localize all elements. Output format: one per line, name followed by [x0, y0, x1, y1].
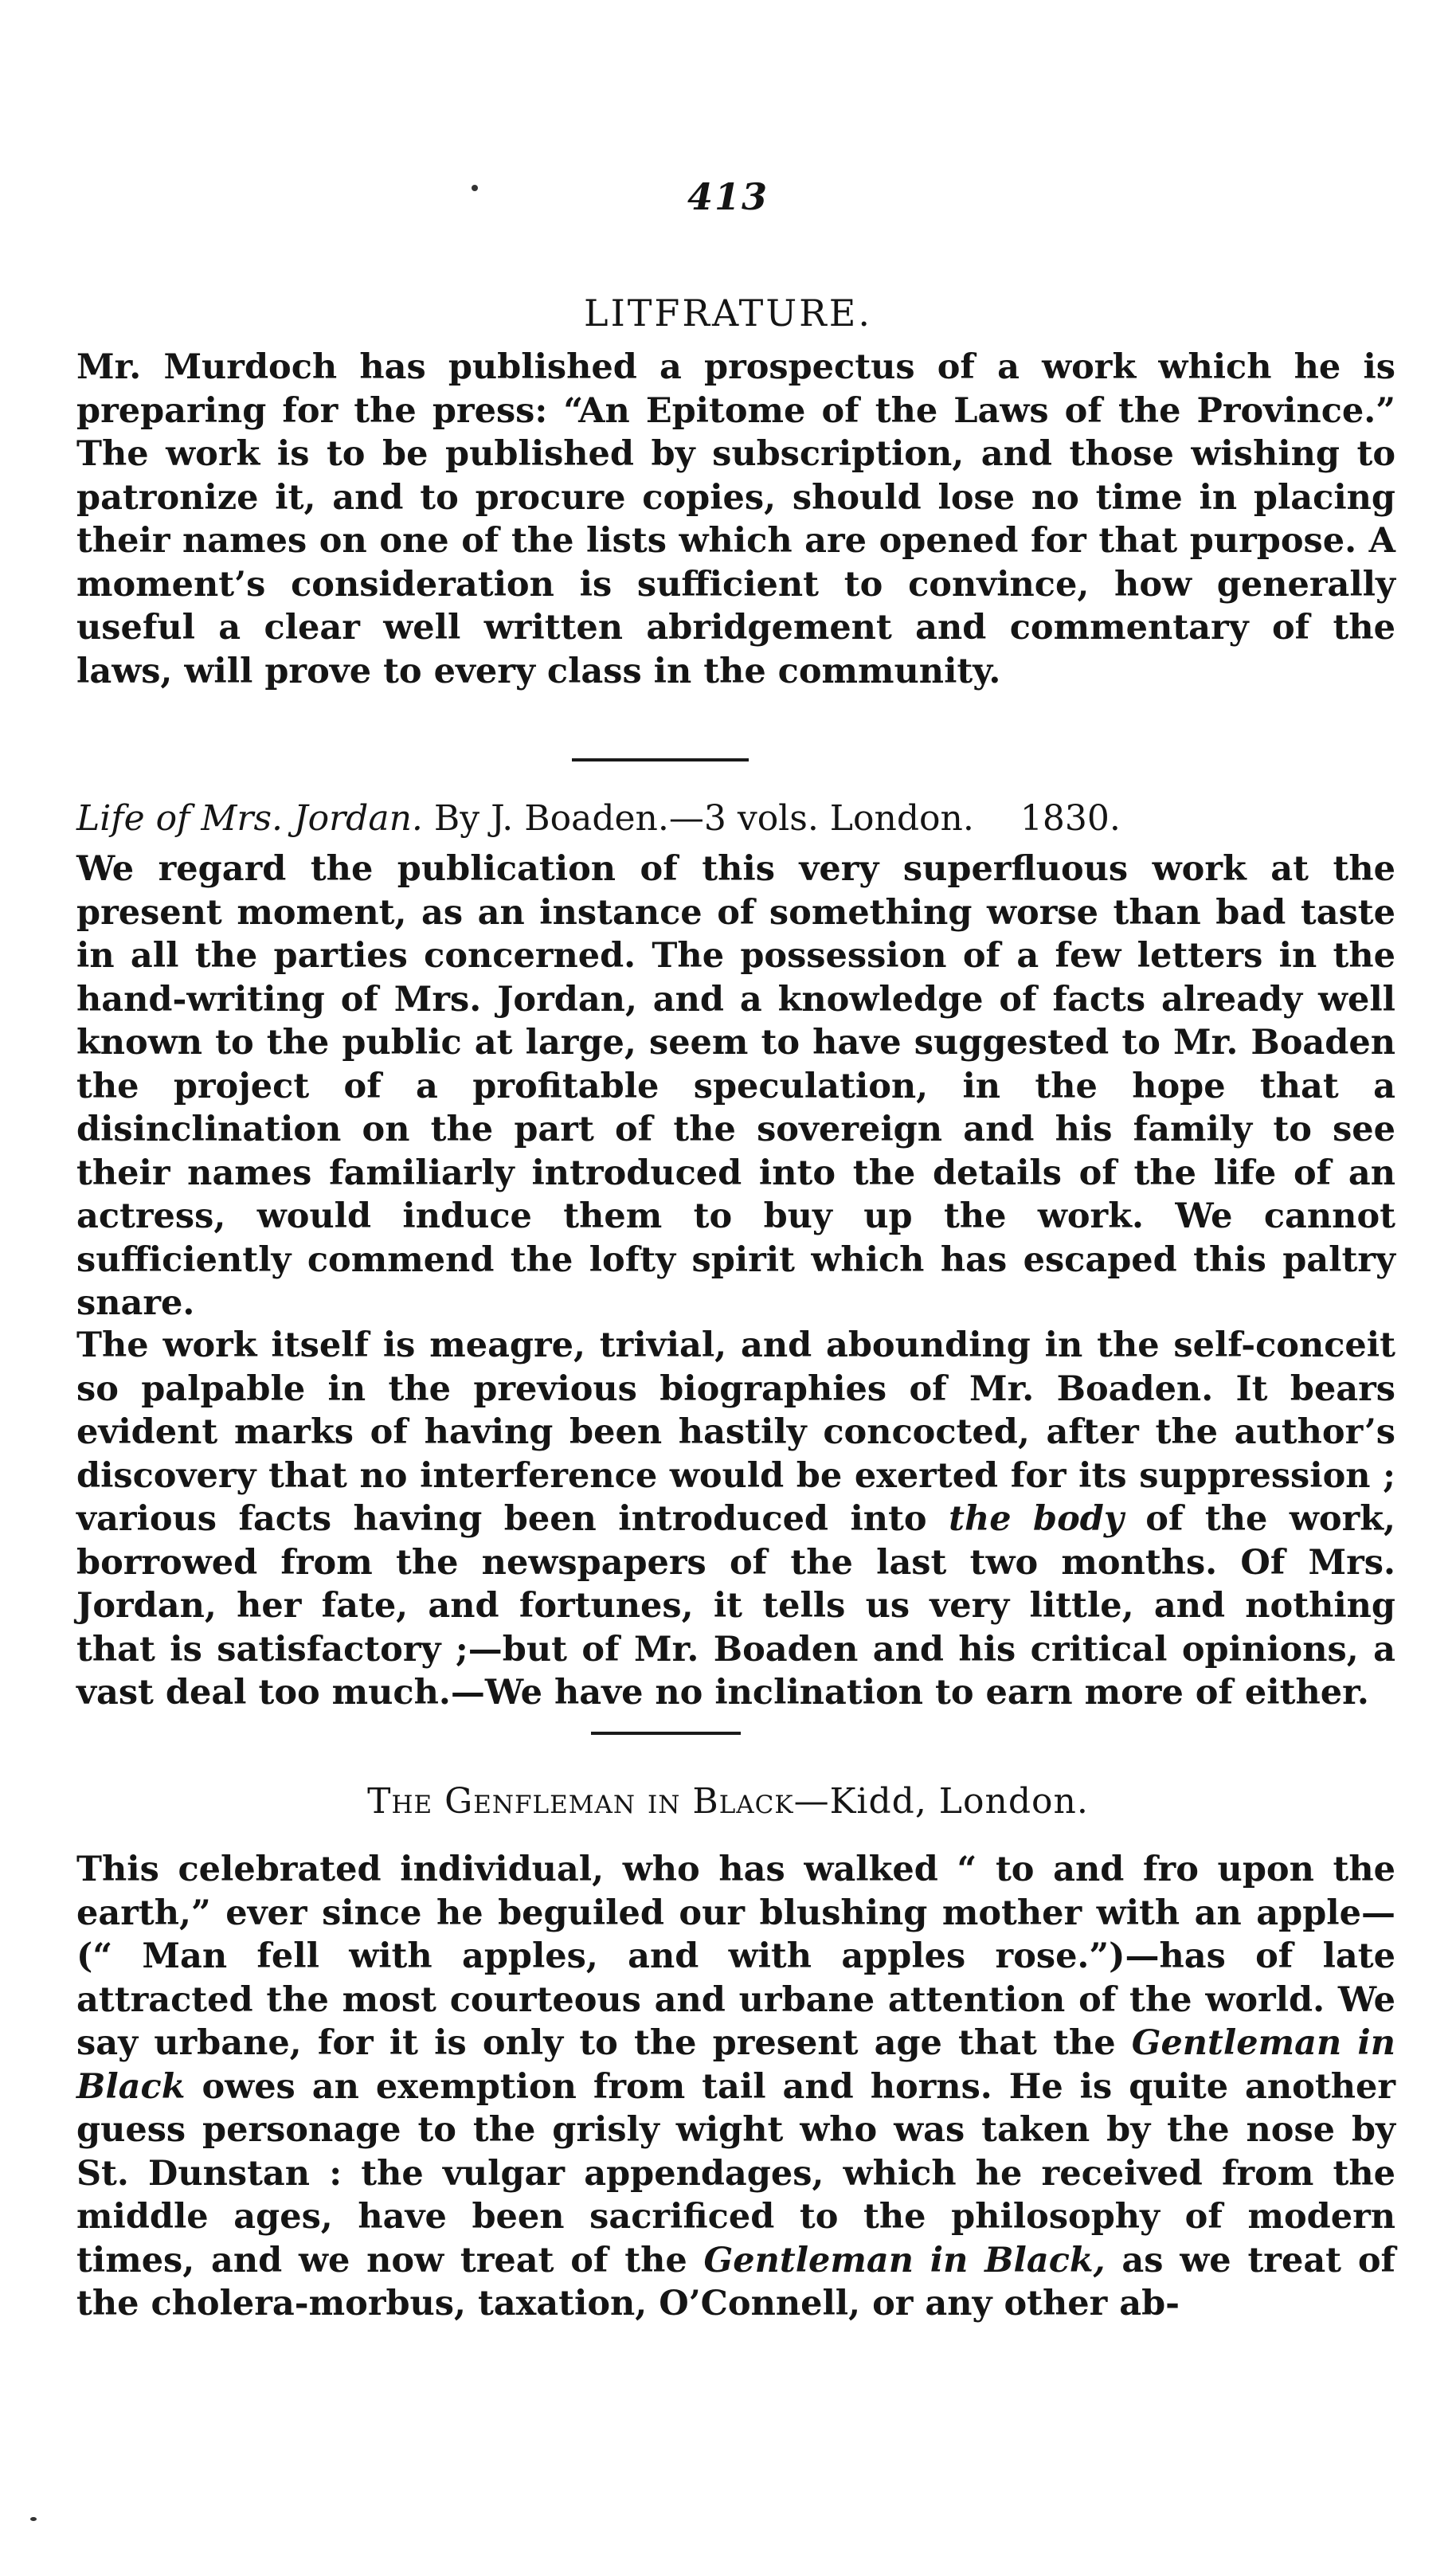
review-gentleman-body — [76, 1848, 1395, 2326]
book-publisher: —Kidd, London. — [793, 1781, 1089, 1822]
text-run: This celebrated individual, who has walked “ to and fro upon the earth,” ever since he beguiled our blushing mother with an apple—(“ Man fell with apples, and with apples rose.”)—has of late attracted the most courteous and urbane attention of the world. We say urbane, for it is only to the present age that the — [76, 1850, 1395, 2063]
notice-block — [76, 346, 1395, 693]
italic-run: Gentleman in Black, — [703, 2240, 1106, 2280]
text-run: owes an exemption from tail and horns. He is quite another guess personage to the grisly wight who was taken by the nose by St. Dunstan : the vulgar appendages, which he received from the middle ages, have been sacrificed to the philosophy of modern times, and we now treat of the — [76, 2066, 1395, 2280]
review-jordan-body-2 — [76, 1324, 1395, 1715]
section-divider — [572, 758, 749, 761]
text-run: The work itself is meagre, trivial, and abounding in the self-conceit so palpable in the previous biographies of Mr. Boaden. It bears evident marks of having been hastily concocted, after the author’s discovery that no interference would be exerted for its suppression ; various facts having been introduced into — [76, 1325, 1395, 1539]
notice-paragraph: Mr. Murdoch has published a prospectus of a work which he is preparing for the press: “An Epitome of the Laws of the Province.” The work is to be published by subscription, and those wishing to patronize it, and to procure copies, should lose no time in placing their names on one of the lists which are opened for that purpose. A moment’s consideration is sufficient to convince, how generally useful a clear well written abridgement and commentary of the laws, will prove to every class in the community. — [76, 347, 1395, 691]
review-title-jordan — [76, 798, 1395, 839]
review-title-gentleman — [0, 1781, 1456, 1822]
book-year: 1830. — [1020, 798, 1121, 839]
book-title: The Genfleman in Black — [367, 1781, 794, 1822]
review-paragraph — [76, 1324, 1395, 1715]
text-run: of the work, borrowed from the newspapers of the last two months. Of Mrs. Jordan, her fate, and fortunes, it tells us very little, and nothing that is satisfactory ;—but of Mr. Boaden and his critical opinions, a vast deal too much.—We have no inclination to earn more of either. — [76, 1499, 1395, 1713]
italic-run: the body — [949, 1499, 1124, 1539]
section-heading: LITFRATURE. — [584, 292, 872, 335]
review-jordan-body-1 — [76, 848, 1395, 1325]
book-title: Life of Mrs. Jordan. — [76, 798, 423, 839]
book-author: By J. Boaden.—3 vols. London. — [433, 798, 974, 839]
review-paragraph — [76, 1848, 1395, 2326]
italic-run: Gentleman in Black — [76, 2023, 1396, 2107]
review-paragraph: We regard the publication of this very superfluous work at the present moment, as an instance of something worse than bad taste in all the parties concerned. The possession of a few letters in the hand-writing of Mrs. Jordan, and a knowledge of facts already well known to the public at large, seem to have suggested to Mr. Boaden the project of a profitable speculation, in the hope that a disinclination on the part of the sovereign and his family to see their names familiarly introduced into the details of the life of an actress, would induce them to buy up the work. We cannot sufficiently commend the lofty spirit which has escaped this paltry snare. — [76, 849, 1395, 1323]
page-number: 413 — [687, 175, 769, 218]
section-divider — [591, 1732, 741, 1735]
text-run: as we treat of the cholera-morbus, taxation, O’Connell, or any other ab- — [76, 2240, 1395, 2323]
ink-speck — [30, 2517, 37, 2521]
